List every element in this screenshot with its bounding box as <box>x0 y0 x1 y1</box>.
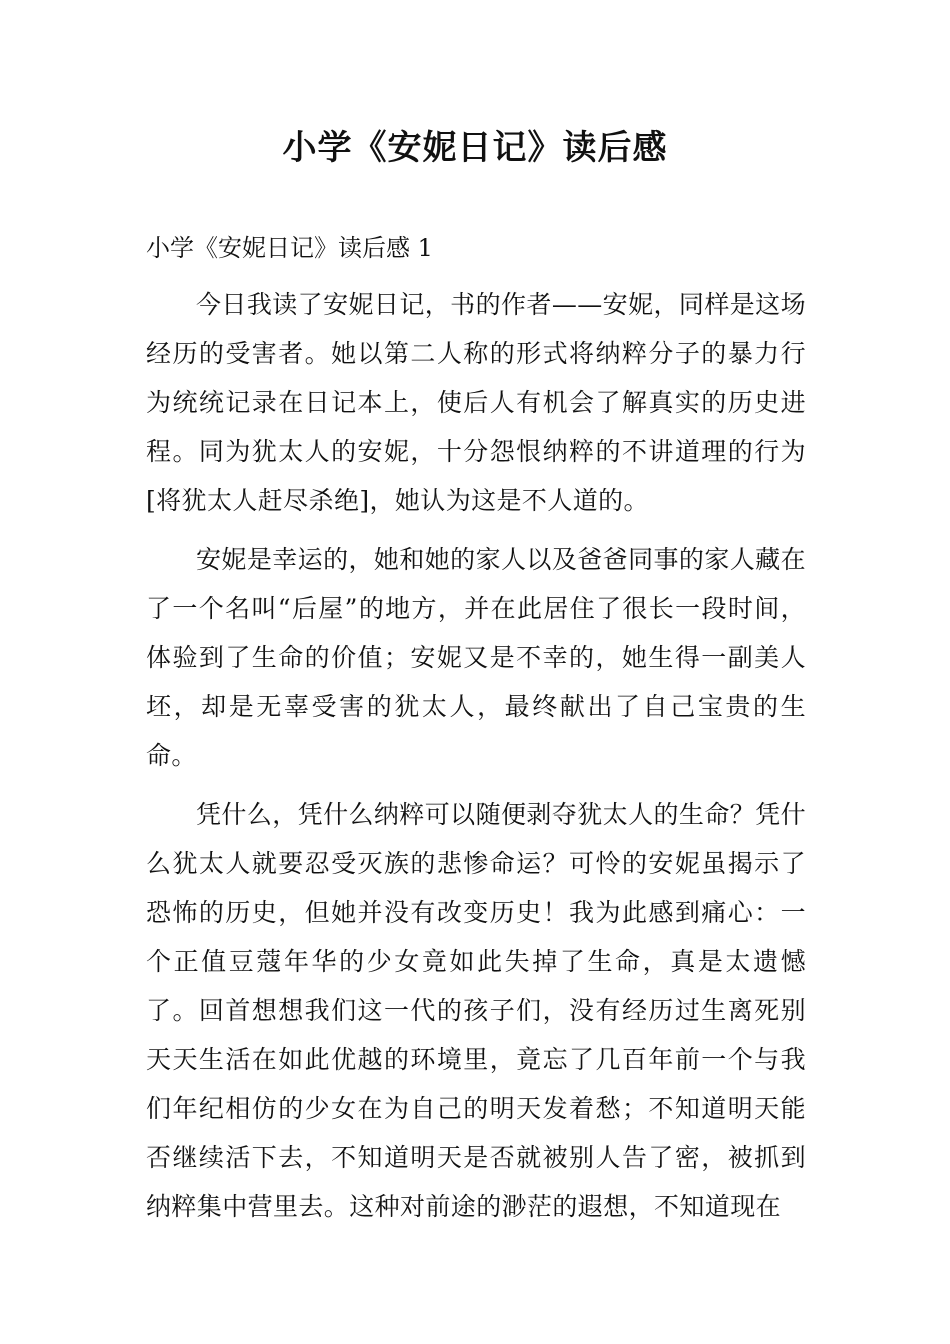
paragraph-1: 今日我读了安妮日记，书的作者——安妮，同样是这场经历的受害者。她以第二人称的形式将纳粹分子的暴力行为统统记录在日记本上，使后人有机会了解真实的历史进程。同为犹太人的安妮，十分怨恨纳粹的不讲道理的行为[将犹太人赶尽杀绝]，她认为这是不人道的。 <box>146 290 806 515</box>
section-heading: 小学《安妮日记》读后感 1 <box>146 234 433 262</box>
paragraph-2: 安妮是幸运的，她和她的家人以及爸爸同事的家人藏在了一个名叫“后屋”的地方，并在此居住了很长一段时间，体验到了生命的价值；安妮又是不幸的，她生得一副美人坯，却是无辜受害的犹太人，最终献出了自己宝贵的生命。 <box>146 545 806 770</box>
paragraph-3: 凭什么，凭什么纳粹可以随便剥夺犹太人的生命？凭什么犹太人就要忍受灭族的悲惨命运？可怜的安妮虽揭示了恐怖的历史，但她并没有改变历史！我为此感到痛心：一个正值豆蔻年华的少女竟如此失掉了生命，真是太遗憾了。回首想想我们这一代的孩子们，没有经历过生离死别天天生活在如此优越的环境里，竟忘了几百年前一个与我们年纪相仿的少女在为自己的明天发着愁；不知道明天能否继续活下去，不知道明天是否就被别人告了密，被抓到纳粹集中营里去。这种对前途的渺茫的遐想，不知道现在 <box>146 800 806 1221</box>
document-title: 小学《安妮日记》读后感 <box>282 128 668 168</box>
document-body <box>146 280 806 1241</box>
